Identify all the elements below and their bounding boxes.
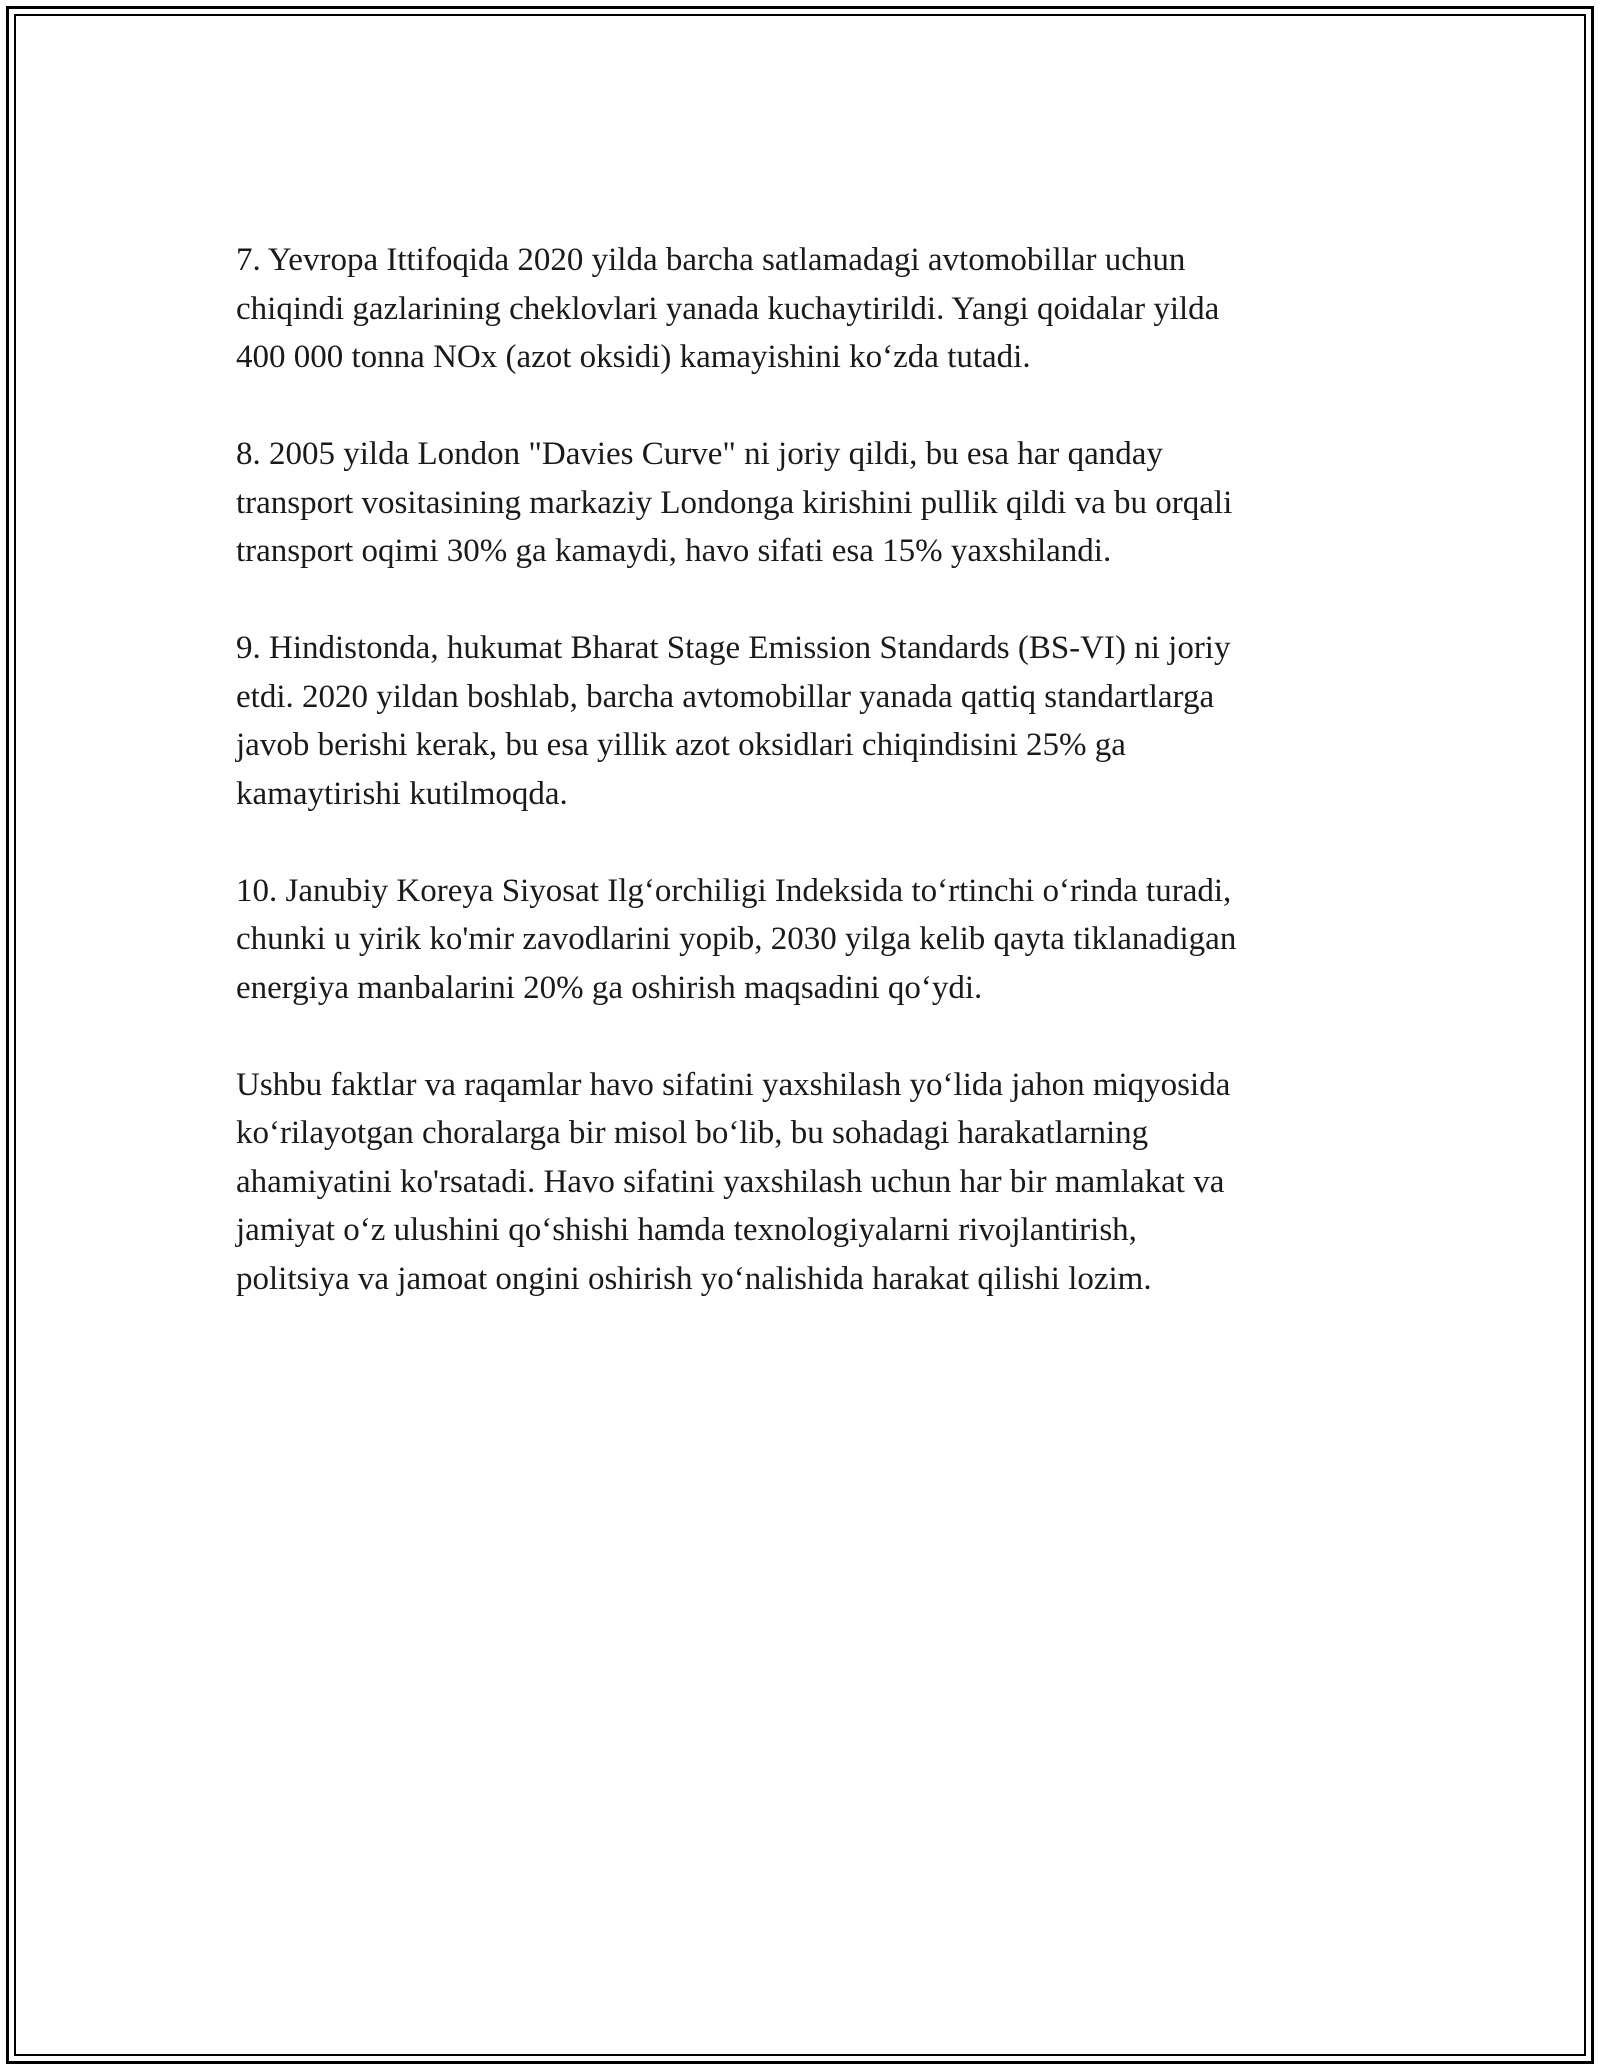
paragraph-fact-9: 9. Hindistonda, hukumat Bharat Stage Emission Standards (BS-VI) ni joriy etdi. 2020 yildan boshlab, barcha avtomobillar yanada qattiq standartlarga javob berishi kerak, bu esa yillik azot oksidlari chiqindisini 25% ga kamaytirishi kutilmoqda.	[236, 630, 1231, 812]
document-body	[236, 236, 1376, 1352]
paragraph-fact-10: 10. Janubiy Koreya Siyosat Ilg‘orchiligi Indeksida to‘rtinchi o‘rinda turadi, chunki u yirik ko'mir zavodlarini yopib, 2030 yilga kelib qayta tiklanadigan energiya manbalarini 20% ga oshirish maqsadini qo‘ydi.	[236, 872, 1237, 1006]
paragraph-fact-7: 7. Yevropa Ittifoqida 2020 yilda barcha satlamadagi avtomobillar uchun chiqindi gazlarining cheklovlari yanada kuchaytirildi. Yangi qoidalar yilda 400 000 tonna NOx (azot oksidi) kamayishini ko‘zda tutadi.	[236, 242, 1220, 375]
paragraph-fact-8: 8. 2005 yilda London "Davies Curve" ni joriy qildi, bu esa har qanday transport vositasining markaziy Londonga kirishini pullik qildi va bu orqali transport oqimi 30% ga kamaydi, havo sifati esa 15% yaxshilandi.	[236, 436, 1233, 569]
paragraph-conclusion: Ushbu faktlar va raqamlar havo sifatini yaxshilash yo‘lida jahon miqyosida ko‘rilayotgan choralarga bir misol bo‘lib, bu sohadagi harakatlarning ahamiyatini ko'rsatadi. Havo sifatini yaxshilash uchun har bir mamlakat va jamiyat o‘z ulushini qo‘shishi hamda texnologiyalarni rivojlantirish, politsiya va jamoat ongini oshirish yo‘nalishida harakat qilishi lozim.	[236, 1066, 1231, 1297]
